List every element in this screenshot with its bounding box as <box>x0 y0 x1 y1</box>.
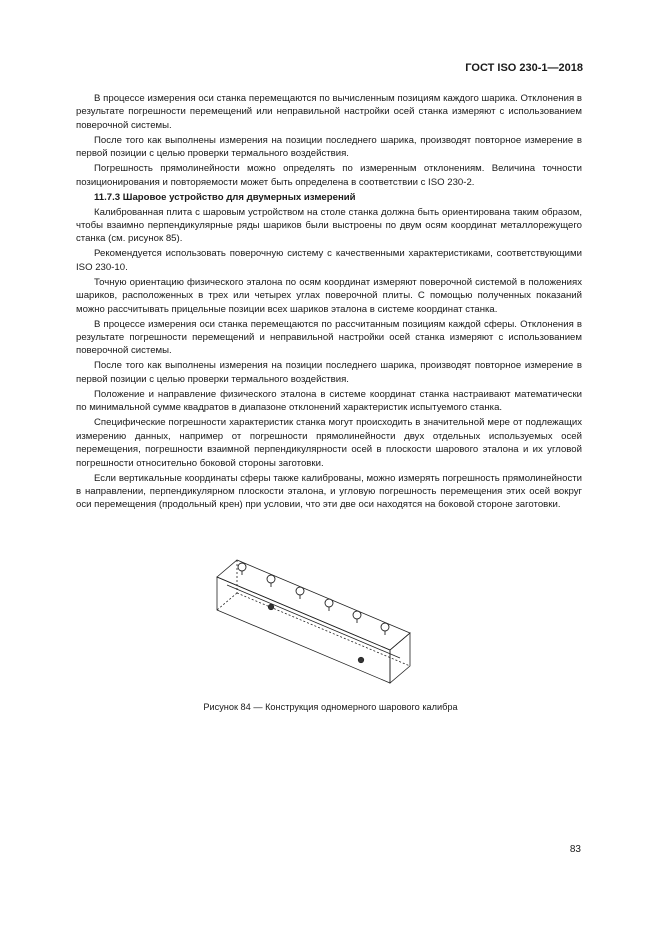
ball-bar-figure <box>215 555 415 690</box>
paragraph: В процессе измерения оси станка перемещаются по вычисленным позициям каждого шарика. Отклонения в результате погрешности перемещений или неправильной настройки осей станка измеряют с использованием поверочной системы. <box>76 93 582 131</box>
paragraph: В процессе измерения оси станка перемещаются по рассчитанным позициям каждой сферы. Отклонения в результате погрешности перемещений и неправильной настройки осей станка измеряют с использованием поверочной системы. <box>76 318 582 357</box>
ball-icon <box>267 575 275 587</box>
mount-hole-icon <box>358 657 364 663</box>
document-header: ГОСТ ISO 230-1—2018 <box>465 62 583 74</box>
paragraph: Специфические погрешности характеристик станка могут происходить в значительной мере от подлежащих измерению данных, например от погрешности прямолинейности двух отдельных используемых осей перемещения, погрешности взаимной перпендикулярности осей в плоскости шарового эталона и их угловой погрешности относительно боковой стороны заготовки. <box>76 417 582 469</box>
paragraph: Калиброванная плита с шаровым устройством на столе станка должна быть ориентирована таким образом, чтобы взаимно перпендикулярные ряды шариков были выстроены по двум осям координат металлорежущего станка (см. рисунок 85). <box>76 206 582 245</box>
bar-top-face <box>217 560 410 650</box>
mount-hole-icon <box>268 604 274 610</box>
document-body <box>76 92 582 513</box>
paragraph: После того как выполнены измерения на позиции последнего шарика, производят повторное измерение в первой позиции с целью проверки термального воздействия. <box>76 360 582 385</box>
paragraph: Рекомендуется использовать поверочную систему с качественными характеристиками, соответствующими ISO 230-10. <box>76 248 582 273</box>
paragraph: Точную ориентацию физического эталона по осям координат измеряют поверочной системой в положениях шариков, расположенных в трех или четырех углах поверочной плиты. С помощью полученных показаний можно рассчитывать прицельные позиции всех шариков эталона в системе координат станка. <box>76 276 582 315</box>
paragraph: После того как выполнены измерения на позиции последнего шарика, производят повторное измерение в первой позиции с целью проверки термального воздействия. <box>76 134 582 160</box>
ball-icon <box>238 563 246 575</box>
ball-icon <box>381 623 389 635</box>
paragraph: Положение и направление физического эталона в системе координат станка настраивают математически по минимальной сумме квадратов в диапазоне отклонений характеристик испытуемого станка. <box>76 388 582 414</box>
paragraph: Если вертикальные координаты сферы также калиброваны, можно измерять погрешность прямолинейности в направлении, перпендикулярном плоскости эталона, и угловую погрешность перемещения этих осей вокруг оси перемещения (продольный крен) при условии, что эти две оси находятся на боковой стороне заготовки. <box>76 472 582 511</box>
ball-icon <box>296 587 304 599</box>
ball-icon <box>325 599 333 611</box>
section-heading: 11.7.3 Шаровое устройство для двумерных измерений <box>94 191 356 203</box>
page-number: 83 <box>569 844 581 855</box>
ball-icon <box>353 611 361 623</box>
figure-caption: Рисунок 84 — Конструкция одномерного шарового калибра <box>203 702 458 712</box>
paragraph: Погрешность прямолинейности можно определять по измеренным отклонениям. Величина точности позиционирования и повторяемости может быть определена в соответствии с ISO 230-2. <box>76 163 582 188</box>
